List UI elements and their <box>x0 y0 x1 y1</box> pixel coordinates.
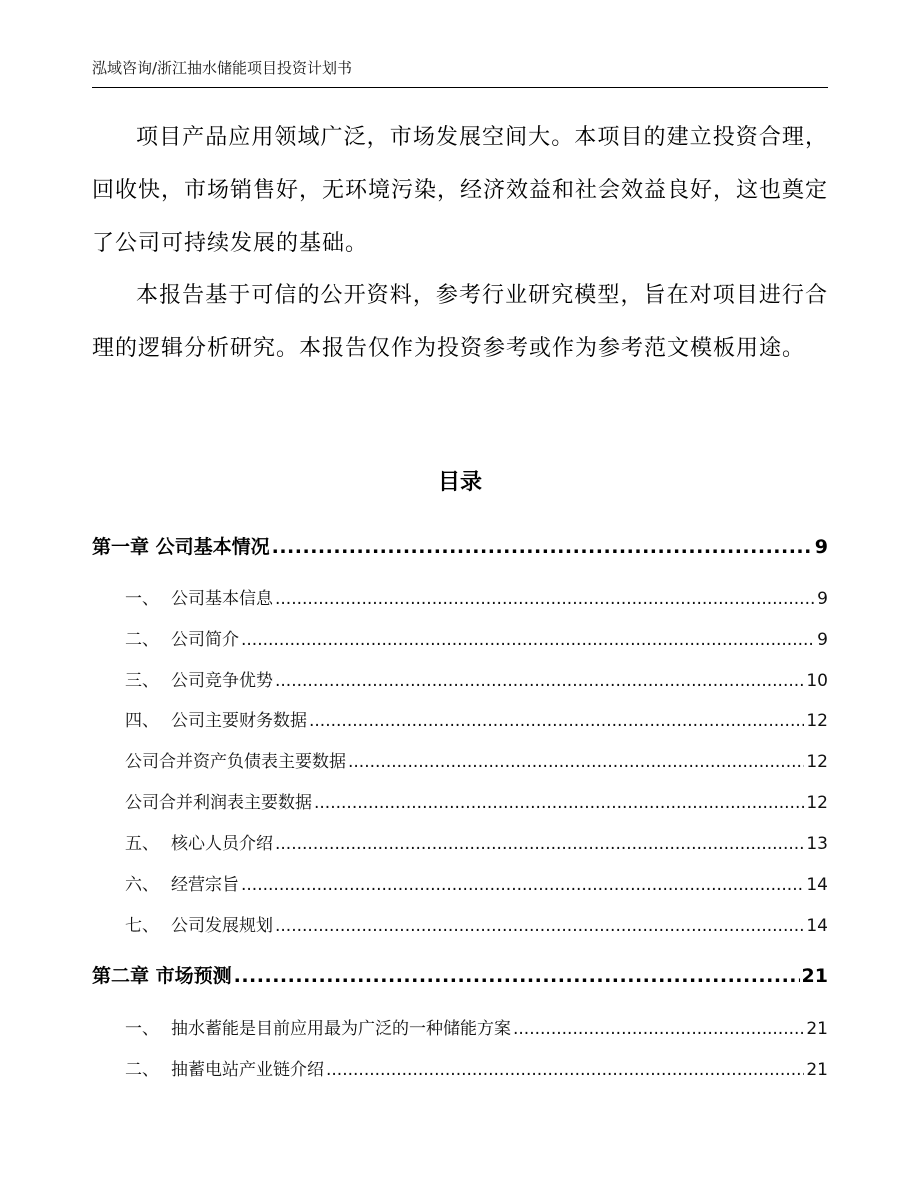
toc-leader <box>275 671 804 691</box>
toc-entry-label: 核心人员介绍 <box>171 834 273 854</box>
toc-entry-label: 公司基本信息 <box>171 589 273 609</box>
toc-entry-number: 二、 <box>125 630 159 650</box>
toc-leader <box>314 793 804 813</box>
toc-entry[interactable] <box>125 666 828 692</box>
toc-entry-number: 一、 <box>125 589 159 609</box>
document-header: 泓域咨询/浙江抽水储能项目投资计划书 <box>92 59 353 77</box>
toc-entry-number: 一、 <box>125 1019 159 1039</box>
toc-entry-label: 公司简介 <box>171 630 239 650</box>
toc-leader <box>309 711 804 731</box>
toc-page-number: 14 <box>806 875 828 895</box>
toc-page-number: 21 <box>806 1060 828 1080</box>
toc-entry[interactable] <box>125 747 828 773</box>
toc-page-number: 13 <box>806 834 828 854</box>
toc-entry-label: 第二章 市场预测 <box>92 965 232 987</box>
toc-entry-number: 六、 <box>125 875 159 895</box>
toc-entry-label: 抽蓄电站产业链介绍 <box>171 1060 324 1080</box>
toc-page-number: 12 <box>806 752 828 772</box>
toc-entry[interactable] <box>125 706 828 732</box>
toc-page-number: 10 <box>806 671 828 691</box>
toc-page-number: 9 <box>817 630 828 650</box>
toc-entry[interactable] <box>125 1014 828 1040</box>
body-paragraph: 本报告基于可信的公开资料，参考行业研究模型，旨在对项目进行合理的逻辑分析研究。本报告仅作为投资参考或作为参考范文模板用途。 <box>92 283 828 361</box>
toc-leader <box>275 834 804 854</box>
toc-leader <box>513 1019 804 1039</box>
toc-title: 目录 <box>437 470 482 495</box>
toc-leader <box>234 965 800 987</box>
toc-page-number: 14 <box>806 916 828 936</box>
toc-entry[interactable] <box>125 584 828 610</box>
toc-entry[interactable] <box>125 788 828 814</box>
toc-entry[interactable] <box>125 1055 828 1081</box>
toc-entry-number: 三、 <box>125 671 159 691</box>
toc-entry-label: 公司发展规划 <box>171 916 273 936</box>
toc-page-number: 12 <box>806 793 828 813</box>
body-paragraph: 项目产品应用领域广泛，市场发展空间大。本项目的建立投资合理，回收快，市场销售好，无环境污染，经济效益和社会效益良好，这也奠定了公司可持续发展的基础。 <box>92 125 829 256</box>
toc-page-number: 9 <box>814 536 828 558</box>
toc-entry-label: 公司主要财务数据 <box>171 711 307 731</box>
toc-entry-label: 公司合并利润表主要数据 <box>125 793 312 813</box>
toc-entry-label: 抽水蓄能是目前应用最为广泛的一种储能方案 <box>171 1019 511 1039</box>
toc-entry[interactable] <box>125 870 828 896</box>
toc-entry-number: 二、 <box>125 1060 159 1080</box>
toc-leader <box>241 875 804 895</box>
toc-entry-number: 四、 <box>125 711 159 731</box>
toc-entry-number: 五、 <box>125 834 159 854</box>
toc-page-number: 12 <box>806 711 828 731</box>
toc-entry-number: 七、 <box>125 916 159 936</box>
toc-page-number: 9 <box>817 589 828 609</box>
toc-leader <box>275 916 804 936</box>
toc-entry-chapter-2[interactable] <box>92 961 828 987</box>
toc-leader <box>275 589 815 609</box>
toc-leader <box>241 630 815 650</box>
toc-page-number: 21 <box>801 965 828 987</box>
header-rule <box>92 87 828 88</box>
toc-entry-chapter-1[interactable] <box>92 532 828 558</box>
toc-entry-label: 公司竞争优势 <box>171 671 273 691</box>
toc-entry[interactable] <box>125 829 828 855</box>
toc-page-number: 21 <box>806 1019 828 1039</box>
toc-entry-label: 经营宗旨 <box>171 875 239 895</box>
toc-entry-label: 公司合并资产负债表主要数据 <box>125 752 346 772</box>
toc-leader <box>272 536 813 558</box>
toc-leader <box>348 752 804 772</box>
toc-entry[interactable] <box>125 911 828 937</box>
toc-entry[interactable] <box>125 625 828 651</box>
toc-leader <box>326 1060 804 1080</box>
toc-entry-label: 第一章 公司基本情况 <box>92 536 270 558</box>
